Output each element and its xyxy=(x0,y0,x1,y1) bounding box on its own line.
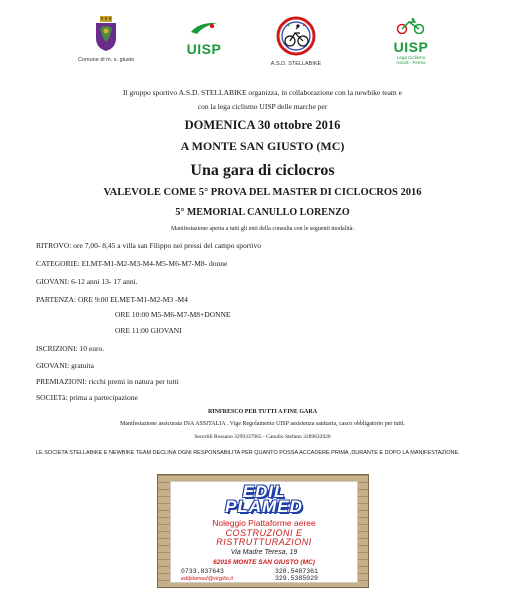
premiazioni-label: PREMIAZIONI: xyxy=(36,377,87,386)
stellabike-caption: A.S.D. STELLABIKE xyxy=(270,61,322,67)
contacts-line: Secerilli Rossano 3299337965 - Canullo Stefano 3289832928 xyxy=(194,434,331,440)
event-date: DOMENICA 30 ottobre 2016 xyxy=(184,118,341,132)
iscrizioni-label: ISCRIZIONI: xyxy=(36,344,78,353)
categorie-value: ELMT-M1-M2-M3-M4-M5-M6-M7-M8- donne xyxy=(79,259,228,268)
iscrizioni-value: 10 euro. xyxy=(77,344,105,353)
ad-line-2: RISTRUTTURAZIONI xyxy=(216,537,312,547)
event-place: A MONTE SAN GIUSTO (MC) xyxy=(180,139,345,153)
ad-address: Via Madre Teresa, 19 xyxy=(230,549,298,556)
comune-caption: Comune di m. s. giusto xyxy=(78,57,135,63)
uisp-swoosh-icon xyxy=(189,20,219,36)
uisp-lega-logo xyxy=(383,18,439,65)
intro-line-1: Il gruppo sportivo A.S.D. STELLABIKE organizza, in collaborazione con la newbike team e xyxy=(123,88,402,97)
logos-row xyxy=(0,14,525,74)
ad-panel xyxy=(170,481,358,583)
partenza-value-2: ORE 10:00 M5-M6-M7-M8+DONNE xyxy=(115,310,231,319)
stellabike-logo xyxy=(266,16,326,67)
uisp-lega-caption-1: Lega Ciclismo xyxy=(396,55,426,60)
uisp-logo xyxy=(184,20,224,57)
giovani2-row xyxy=(36,361,94,370)
societa-row xyxy=(36,393,138,402)
insurance-line: Manifestazione assicurata INA ASSITALIA . Vige Regolamento UISP assistenza sanitaria, casco obbligatorio per tutti. xyxy=(119,421,406,427)
ad-phone-1: 0733.837643 xyxy=(181,568,224,575)
categorie-row xyxy=(36,259,227,268)
giovani-row xyxy=(36,277,138,286)
ritrovo-value: ore 7,00- 8,45 a villa san Filippo nei pressi del campo sportivo xyxy=(71,241,261,250)
comune-logo xyxy=(78,16,134,63)
societa-label: SOCIETà: xyxy=(36,393,68,402)
categorie-label: CATEGORIE: xyxy=(36,259,80,268)
uisp-text: UISP xyxy=(186,41,222,57)
ad-title-2: PLAMED xyxy=(225,497,303,516)
ad-phone-2: 328.5487361 xyxy=(275,568,318,575)
partenza-label: PARTENZA: xyxy=(36,295,77,304)
ad-line-1: COSTRUZIONI E xyxy=(225,528,303,538)
ritrovo-row xyxy=(36,241,261,250)
uisp-lega-text: UISP xyxy=(393,39,429,55)
memorial-line: 5° MEMORIAL CANULLO LORENZO xyxy=(175,207,350,218)
coat-of-arms-icon xyxy=(93,16,119,52)
giovani-label: GIOVANI: xyxy=(36,277,70,286)
uisp-lega-caption-2: Ascoli - Fermo xyxy=(396,60,426,65)
partenza-row xyxy=(36,295,188,304)
iscrizioni-row xyxy=(36,344,104,353)
ad-city: 62015 MONTE SAN GIUSTO (MC) xyxy=(213,559,315,566)
partenza-value-3: ORE 11:00 GIOVANI xyxy=(115,326,182,335)
ritrovo-label: RITROVO: xyxy=(36,241,72,250)
ad-phone-3: 329.5385029 xyxy=(275,575,318,582)
open-note: Manifestazione aperta a tutti gli enti della consulta con le seguenti modalità: xyxy=(170,226,355,232)
race-title: Una gara di ciclocros xyxy=(190,162,335,179)
cyclist-icon xyxy=(394,18,428,34)
premiazioni-value: ricchi premi in natura per tutti xyxy=(86,377,179,386)
edil-plamed-ad xyxy=(157,474,369,588)
giovani-value: 6-12 anni 13- 17 anni. xyxy=(69,277,138,286)
valevole-line: VALEVOLE COME 5° PROVA DEL MASTER DI CICLOCROS 2016 xyxy=(103,187,422,198)
partenza-value-1: ORE 9:00 ELMET-M1-M2-M3 -M4 xyxy=(76,295,188,304)
disclaimer-text: LE SOCIETA STELLABIKE E NEWBIKE TEAM DECLINA OGNI RESPONSABILITA PER QUANTO POSSA ACCADERE PRIMA ,DURANTE E DOPO LA MANIFESTAZIONE. xyxy=(36,450,460,456)
giovani2-value: gratuita xyxy=(69,361,94,370)
stellabike-emblem-icon xyxy=(276,16,316,56)
rinfresco-line: RINFRESCO PER TUTTI A FINE GARA xyxy=(207,409,318,415)
ad-title-1: EDIL xyxy=(242,482,286,501)
intro-line-2: con la lega ciclismo UISP delle marche per xyxy=(197,102,328,111)
giovani2-label: GIOVANI: xyxy=(36,361,70,370)
premiazioni-row xyxy=(36,377,179,386)
ad-subtitle: Noleggio Piattaforme aeree xyxy=(212,518,316,528)
societa-value: prima a partecipazione xyxy=(67,393,138,402)
ad-email: edilplamed@virgilio.it xyxy=(181,576,234,582)
